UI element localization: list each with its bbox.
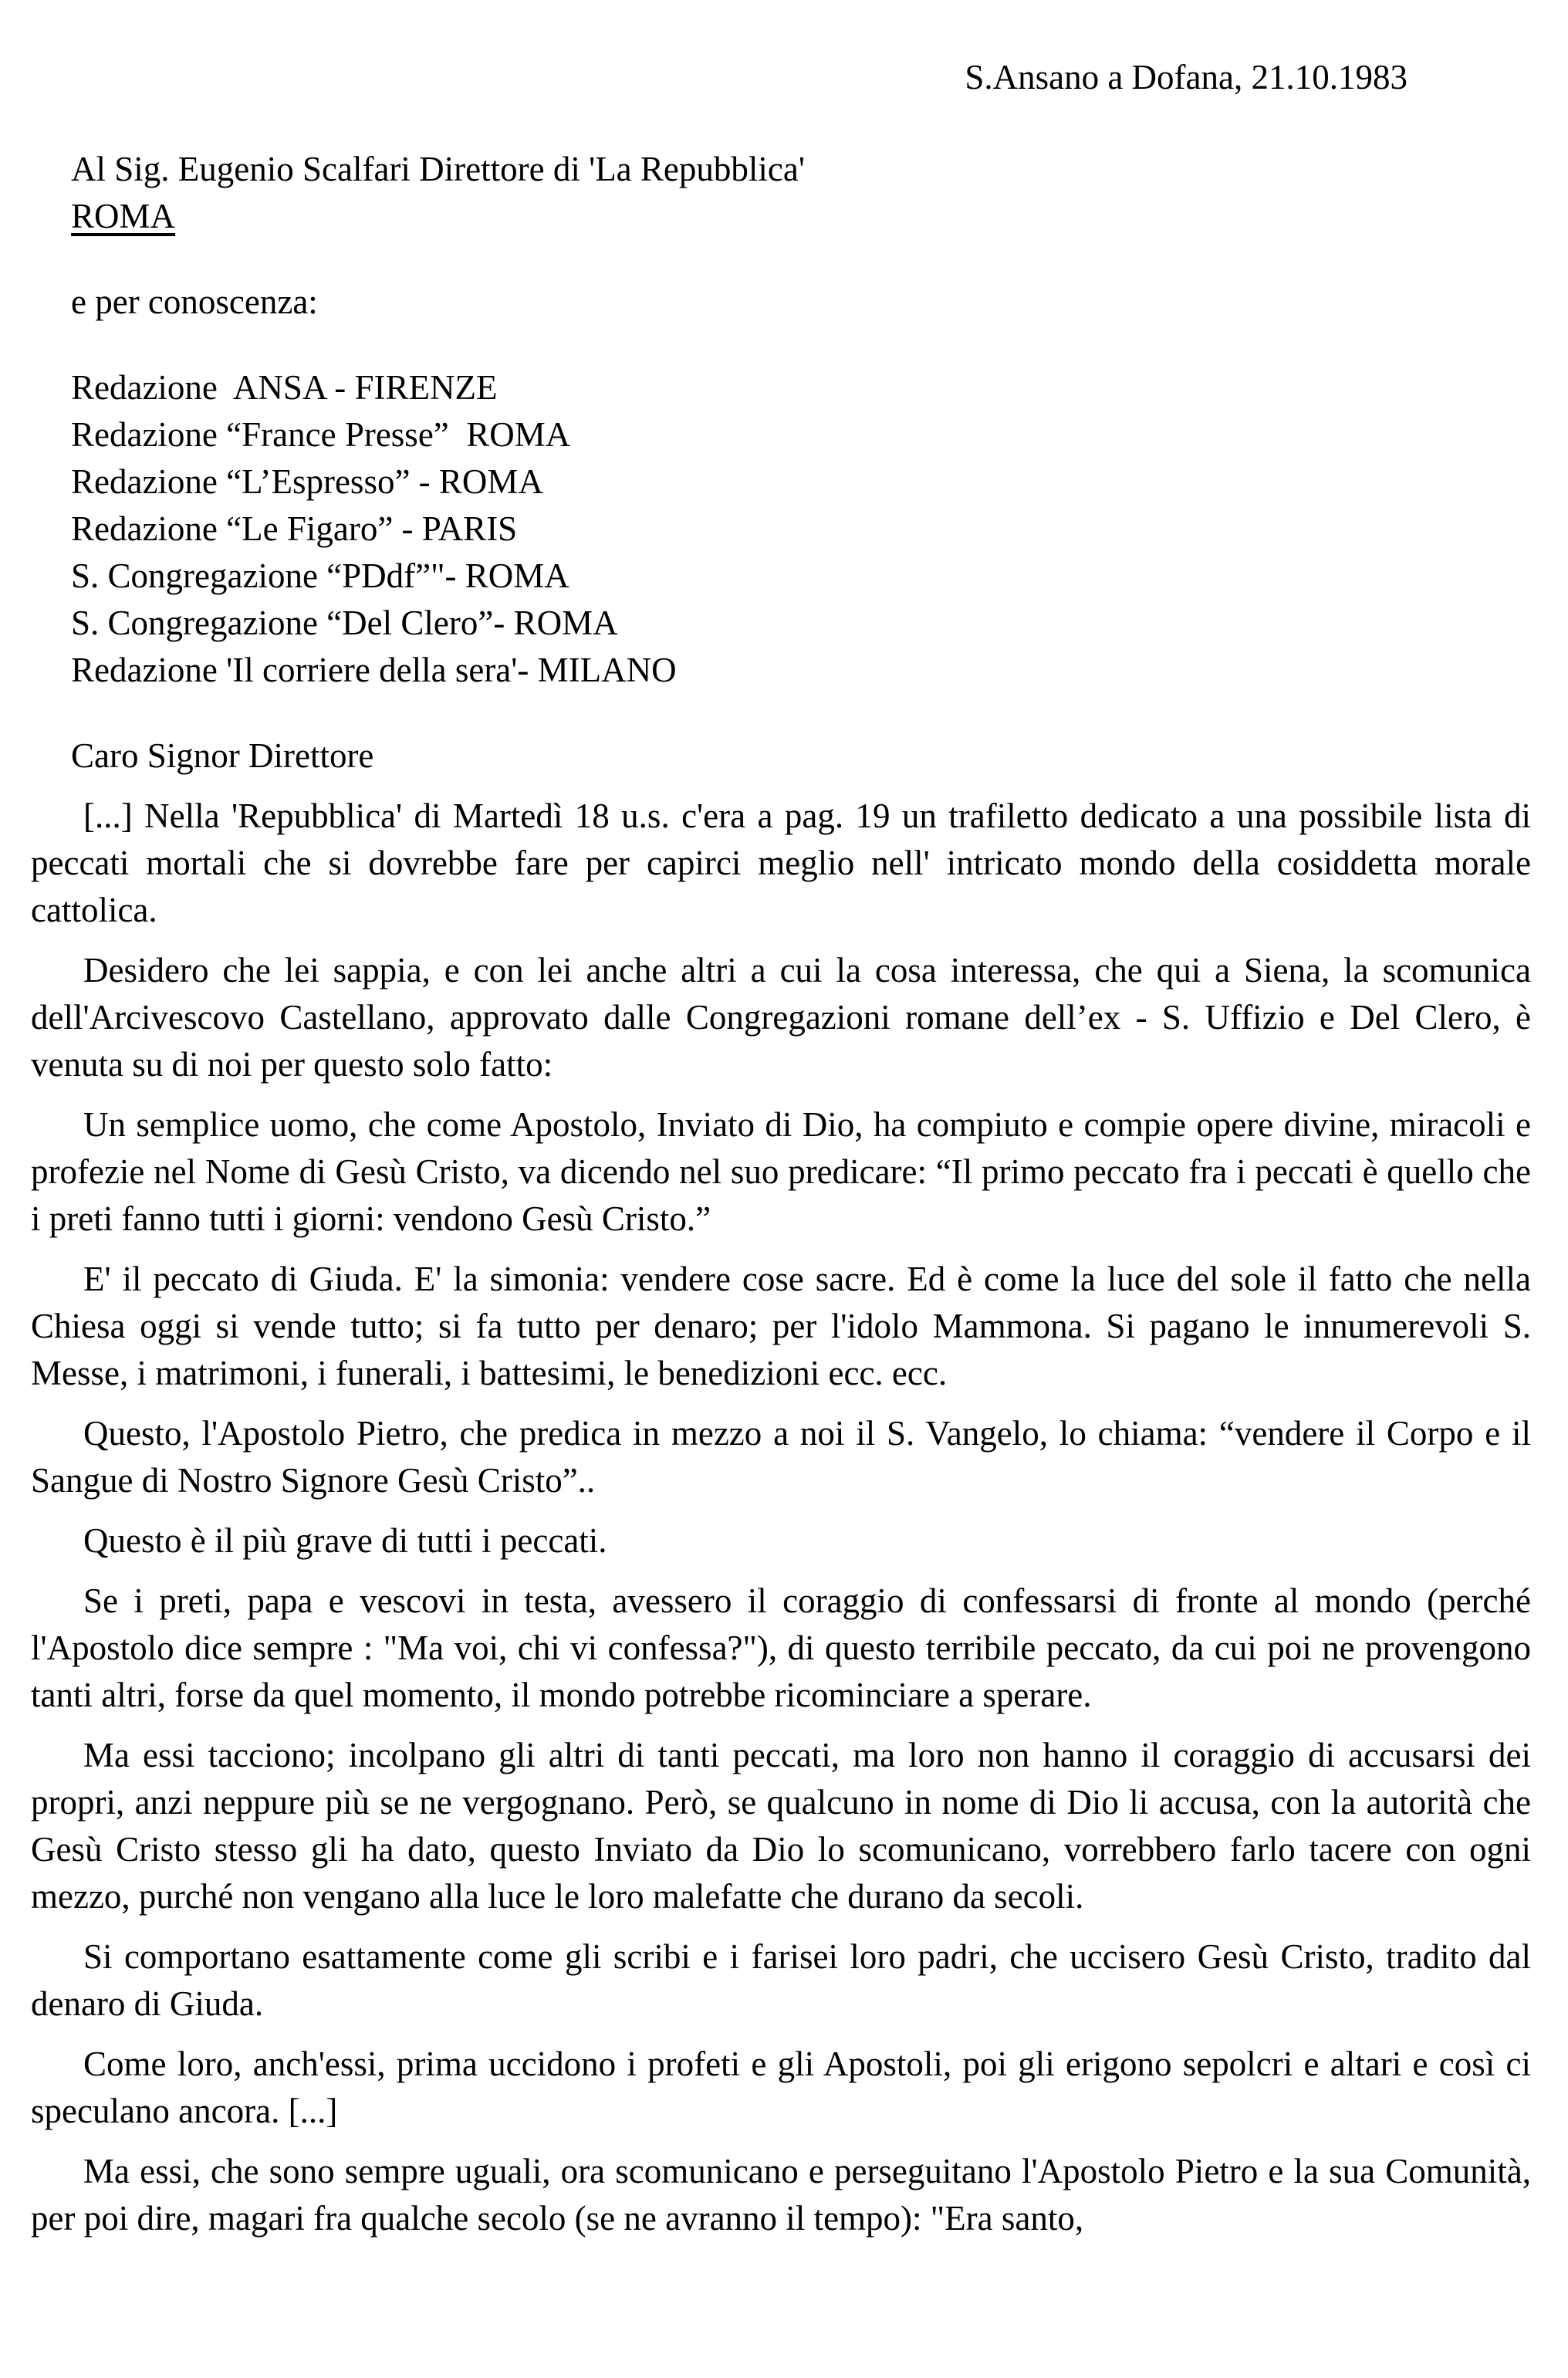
paragraph: [...] Nella 'Repubblica' di Martedì 18 u.s. c'era a pag. 19 un trafiletto dedicato a una possibile lista di peccati mortali che si dovrebbe fare per capirci meglio nell' intricato mondo della cosiddetta morale cattolica.: [31, 797, 1531, 929]
letter-body: [31, 793, 1531, 2242]
cc-item: S. Congregazione “PDdf”"- ROMA: [71, 556, 569, 595]
recipient-block: [71, 146, 1531, 240]
paragraph: Se i preti, papa e vescovi in testa, avessero il coraggio di confessarsi di fronte al mondo (perché l'Apostolo dice sempre : "Ma voi, chi vi confessa?"), di questo terribile peccato, da cui poi ne provengono tanti altri, forse da quel momento, il mondo potrebbe ricominciare a sperare.: [31, 1581, 1531, 1714]
paragraph: Questo, l'Apostolo Pietro, che predica in mezzo a noi il S. Vangelo, lo chiama: “vendere il Corpo e il Sangue di Nostro Signore Gesù Cristo”..: [31, 1414, 1531, 1500]
cc-intro: e per conoscenza:: [71, 282, 318, 321]
dateline: S.Ansano a Dofana, 21.10.1983: [965, 58, 1407, 96]
cc-item: S. Congregazione “Del Clero”- ROMA: [71, 604, 618, 642]
cc-item: Redazione “France Presse” ROMA: [71, 415, 571, 454]
cc-item: Redazione “Le Figaro” - PARIS: [71, 509, 518, 548]
paragraph: Come loro, anch'essi, prima uccidono i profeti e gli Apostoli, poi gli erigono sepolcri e altari e così ci speculano ancora. [...]: [31, 2045, 1531, 2130]
cc-item: Redazione “L’Espresso” - ROMA: [71, 462, 543, 501]
paragraph: Un semplice uomo, che come Apostolo, Inviato di Dio, ha compiuto e compie opere divine, miracoli e profezie nel Nome di Gesù Cristo, va dicendo nel suo predicare: “Il primo peccato fra i peccati è quello che i preti fanno tutti i giorni: vendono Gesù Cristo.”: [31, 1105, 1531, 1238]
paragraph: E' il peccato di Giuda. E' la simonia: vendere cose sacre. Ed è come la luce del sole il fatto che nella Chiesa oggi si vende tutto; si fa tutto per denaro; per l'idolo Mammona. Si pagano le innumerevoli S. Messe, i matrimoni, i funerali, i battesimi, le benedizioni ecc. ecc.: [31, 1260, 1531, 1392]
cc-list: [71, 364, 1531, 694]
paragraph: Ma essi, che sono sempre uguali, ora scomunicano e perseguitano l'Apostolo Pietro e la sua Comunità, per poi dire, magari fra qualche secolo (se ne avranno il tempo): "Era santo,: [31, 2152, 1531, 2238]
recipient-line: Al Sig. Eugenio Scalfari Direttore di 'La Repubblica': [71, 150, 805, 188]
paragraph: Questo è il più grave di tutti i peccati.: [83, 1521, 607, 1560]
salutation: Caro Signor Direttore: [71, 736, 374, 775]
recipient-city: ROMA: [71, 197, 176, 235]
paragraph: Ma essi tacciono; incolpano gli altri di tanti peccati, ma loro non hanno il coraggio di accusarsi dei propri, anzi neppure più se ne vergognano. Però, se qualcuno in nome di Dio li accusa, con la autorità che Gesù Cristo stesso gli ha dato, questo Inviato da Dio lo scomunicano, vorrebbero farlo tacere con ogni mezzo, purché non vengano alla luce le loro malefatte che durano da secoli.: [31, 1736, 1531, 1916]
cc-item: Redazione ANSA - FIRENZE: [71, 368, 498, 407]
paragraph: Desidero che lei sappia, e con lei anche altri a cui la cosa interessa, che qui a Siena, la scomunica dell'Arcivescovo Castellano, approvato dalle Congregazioni romane dell’ex - S. Uffizio e Del Clero, è venuta su di noi per questo solo fatto:: [31, 951, 1531, 1084]
cc-item: Redazione 'Il corriere della sera'- MILANO: [71, 651, 677, 689]
paragraph: Si comportano esattamente come gli scribi e i farisei loro padri, che uccisero Gesù Cristo, tradito dal denaro di Giuda.: [31, 1937, 1531, 2023]
